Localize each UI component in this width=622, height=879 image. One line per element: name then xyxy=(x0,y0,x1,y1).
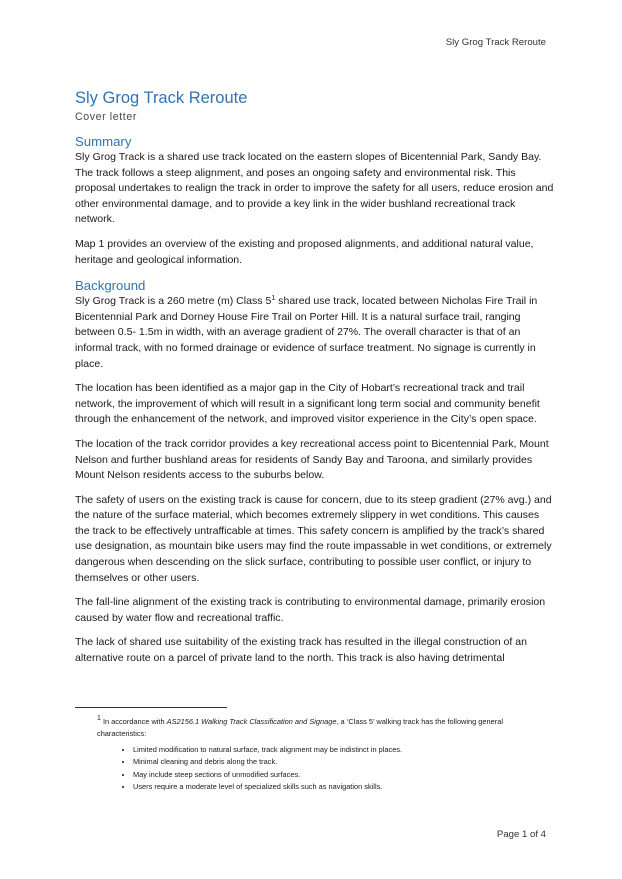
background-paragraph: The lack of shared use suitability of the existing track has resulted in the illegal construction of an alternative route on a parcel of private land to the north. This track is also having detrimental xyxy=(75,636,528,665)
footnote-list xyxy=(97,744,552,794)
footnote-marker: 1 xyxy=(97,715,101,722)
footnote-list-item: • Limited modification to natural surface, track alignment may be indistinct in places. xyxy=(133,744,552,757)
summary-paragraph: Sly Grog Track is a shared use track located on the eastern slopes of Bicentennial Park, Sandy Bay. The track follows a steep alignment, and poses an ongoing safety and environmental risk. This proposal undertakes to realign the track in order to improve the safety for all users, reduce erosion and other environmental damage, and to provide a key link in the wider bushland recreational track network. xyxy=(75,151,554,226)
footnote-list-item: • Minimal cleaning and debris along the track. xyxy=(133,756,552,769)
footnote xyxy=(97,716,552,794)
page-number: Page 1 of 4 xyxy=(496,829,546,840)
footnote-list-item: • May include steep sections of unmodified surfaces. xyxy=(133,769,552,782)
background-paragraph: The fall-line alignment of the existing track is contributing to environmental damage, primarily erosion caused by water flow and recreational traffic. xyxy=(75,596,546,624)
background-paragraph: The location has been identified as a major gap in the City of Hobart’s recreational track and trail network, the improvement of which will result in a significant long term social and community benefit through the enhancement of the network, and improved visitor experience in the City’s open space. xyxy=(75,382,540,426)
background-text: Sly Grog Track is a 260 metre (m) Class 5 xyxy=(75,295,272,308)
document-title: Sly Grog Track Reroute xyxy=(75,89,248,107)
document-subtitle: Cover letter xyxy=(75,111,137,123)
footnote-intro: $^1$ In accordance with AS2156.1 Walking Track Classification and Signage, a ‘Class 5’ walking track has the following general characteristics: xyxy=(97,715,503,739)
summary-heading: Summary xyxy=(75,134,132,149)
running-header: Sly Grog Track Reroute xyxy=(445,37,546,48)
background-heading: Background xyxy=(75,278,146,294)
background-paragraph xyxy=(75,294,555,372)
summary-paragraph: Map 1 provides an overview of the existing and proposed alignments, and additional natural value, heritage and geological information. xyxy=(75,237,534,266)
page-content xyxy=(75,88,555,676)
footnote-reference[interactable]: 1 xyxy=(271,295,276,303)
footnote-separator xyxy=(75,707,227,708)
background-text: shared use track, located between Nicholas Fire Trail in Bicentennial Park and Dorney House Fire Trail on Porter Hill. It is a natural surface trail, ranging between 0.5- 1.5m in width, with an average gradient of 27%. The overall character is that of an informal track, with no formed drainage or evidence of surface treatment. No signage is currently in place. xyxy=(75,295,538,370)
background-paragraph: The location of the track corridor provides a key recreational access point to Bicentennial Park, Mount Nelson and further bushland areas for residents of Sandy Bay and Taroona, and similarly provides Mount Nelson residents access to the suburbs below. xyxy=(75,437,549,482)
background-paragraph: The safety of users on the existing track is cause for concern, due to its steep gradient (27% avg.) and the nature of the surface material, which becomes extremely slippery in wet conditions. This causes the track to be effectively untrafficable at times. This safety concern is amplified by the track’s shared use designation, as mountain bike users may find the route impassable in wet conditions, or extremely dangerous when descending on the slick surface, contributing to possible user conflict, or injury to themselves or other users. xyxy=(75,493,552,584)
footnote-list-item: • Users require a moderate level of specialized skills such as navigation skills. xyxy=(133,781,552,794)
